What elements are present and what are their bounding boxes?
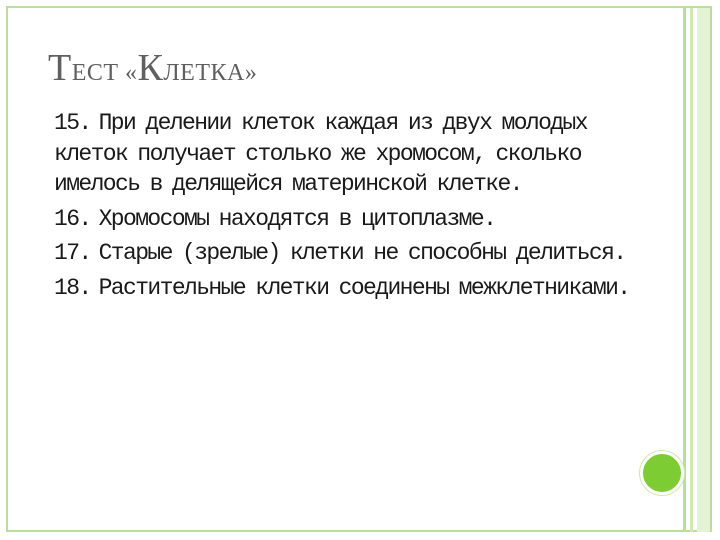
- decorative-circle: [640, 451, 684, 495]
- decorative-bar: [683, 8, 686, 532]
- list-item: [54, 108, 654, 200]
- title-part: ЕСТ: [71, 60, 119, 86]
- title-part: К: [137, 47, 164, 89]
- item-text: Хромосомы находятся в цитоплазме.: [98, 205, 496, 232]
- slide-title: [48, 46, 257, 90]
- statement-list: [54, 108, 654, 307]
- title-part: Т: [48, 47, 72, 89]
- item-text: При делении клеток каждая из двух молодых клеток получает столько же хромосом, сколько имелось в делящейся материнской клетке.: [54, 110, 587, 197]
- decorative-bar: [690, 8, 693, 532]
- item-number: 18.: [54, 274, 91, 301]
- item-number: 17.: [54, 240, 91, 266]
- title-part: «: [118, 60, 138, 86]
- decorative-bar: [697, 8, 710, 532]
- list-item: [54, 238, 654, 269]
- list-item: [54, 273, 654, 304]
- item-number: 16.: [54, 205, 91, 232]
- item-number: 15.: [54, 110, 91, 136]
- item-text: Растительные клетки соединены межклетниками.: [98, 274, 630, 301]
- list-item: [54, 204, 654, 235]
- title-part: ЛЕТКА»: [163, 60, 258, 86]
- item-text: Старые (зрелые) клетки не способны делиться.: [98, 240, 626, 266]
